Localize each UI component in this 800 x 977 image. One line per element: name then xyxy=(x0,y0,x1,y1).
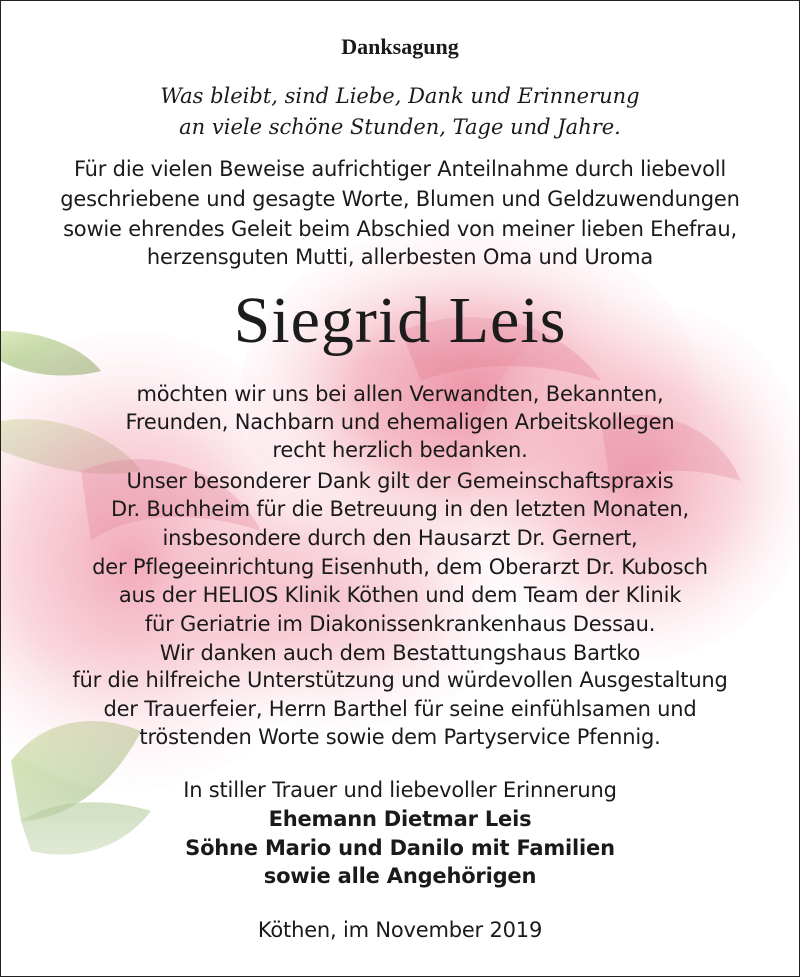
thanks-line: insbesondere durch den Hausarzt Dr. Gernert, xyxy=(162,526,638,550)
mourner-line: Ehemann Dietmar Leis xyxy=(268,807,532,831)
notice-text xyxy=(1,1,799,976)
thanks-line: möchten wir uns bei allen Verwandten, Bekannten, xyxy=(136,382,664,406)
notice-heading: Danksagung xyxy=(341,34,459,59)
thanks-line: tröstenden Worte sowie dem Partyservice Pfennig. xyxy=(139,725,661,749)
thanks-line: der Trauerfeier, Herrn Barthel für seine einfühlsamen und xyxy=(103,697,697,721)
thanks-line: Unser besonderer Dank gilt der Gemeinschaftspraxis xyxy=(126,469,674,493)
thanks-line: Freunden, Nachbarn und ehemaligen Arbeitskollegen xyxy=(125,410,675,434)
thanks-line: aus der HELIOS Klinik Köthen und dem Team der Klinik xyxy=(118,583,682,607)
closing-line: In stiller Trauer und liebevoller Erinnerung xyxy=(183,778,617,802)
intro-line: geschriebene und gesagte Worte, Blumen und Geldzuwendungen xyxy=(60,187,740,211)
intro-line: herzensguten Mutti, allerbesten Oma und Uroma xyxy=(146,245,654,269)
place-date: Köthen, im November 2019 xyxy=(257,918,543,942)
thanks-line: Wir danken auch dem Bestattungshaus Bartko xyxy=(159,641,641,665)
motto-line: Was bleibt, sind Liebe, Dank und Erinnerung xyxy=(160,84,640,108)
intro-line: sowie ehrendes Geleit beim Abschied von meiner lieben Ehefrau, xyxy=(63,217,737,241)
intro-line: Für die vielen Beweise aufrichtiger Anteilnahme durch liebevoll xyxy=(73,157,727,181)
mourner-line: Söhne Mario und Danilo mit Familien xyxy=(185,836,615,860)
deceased-name: Siegrid Leis xyxy=(233,284,567,357)
thanks-line: der Pflegeeinrichtung Eisenhuth, dem Oberarzt Dr. Kubosch xyxy=(92,555,708,579)
thanks-line: für die hilfreiche Unterstützung und würdevollen Ausgestaltung xyxy=(72,668,728,692)
motto-line: an viele schöne Stunden, Tage und Jahre. xyxy=(179,115,621,139)
thanks-line: recht herzlich bedanken. xyxy=(272,438,528,462)
thanks-line: für Geriatrie im Diakonissenkrankenhaus Dessau. xyxy=(144,612,656,636)
mourner-line: sowie alle Angehörigen xyxy=(263,864,537,888)
thanks-line: Dr. Buchheim für die Betreuung in den letzten Monaten, xyxy=(110,497,690,521)
